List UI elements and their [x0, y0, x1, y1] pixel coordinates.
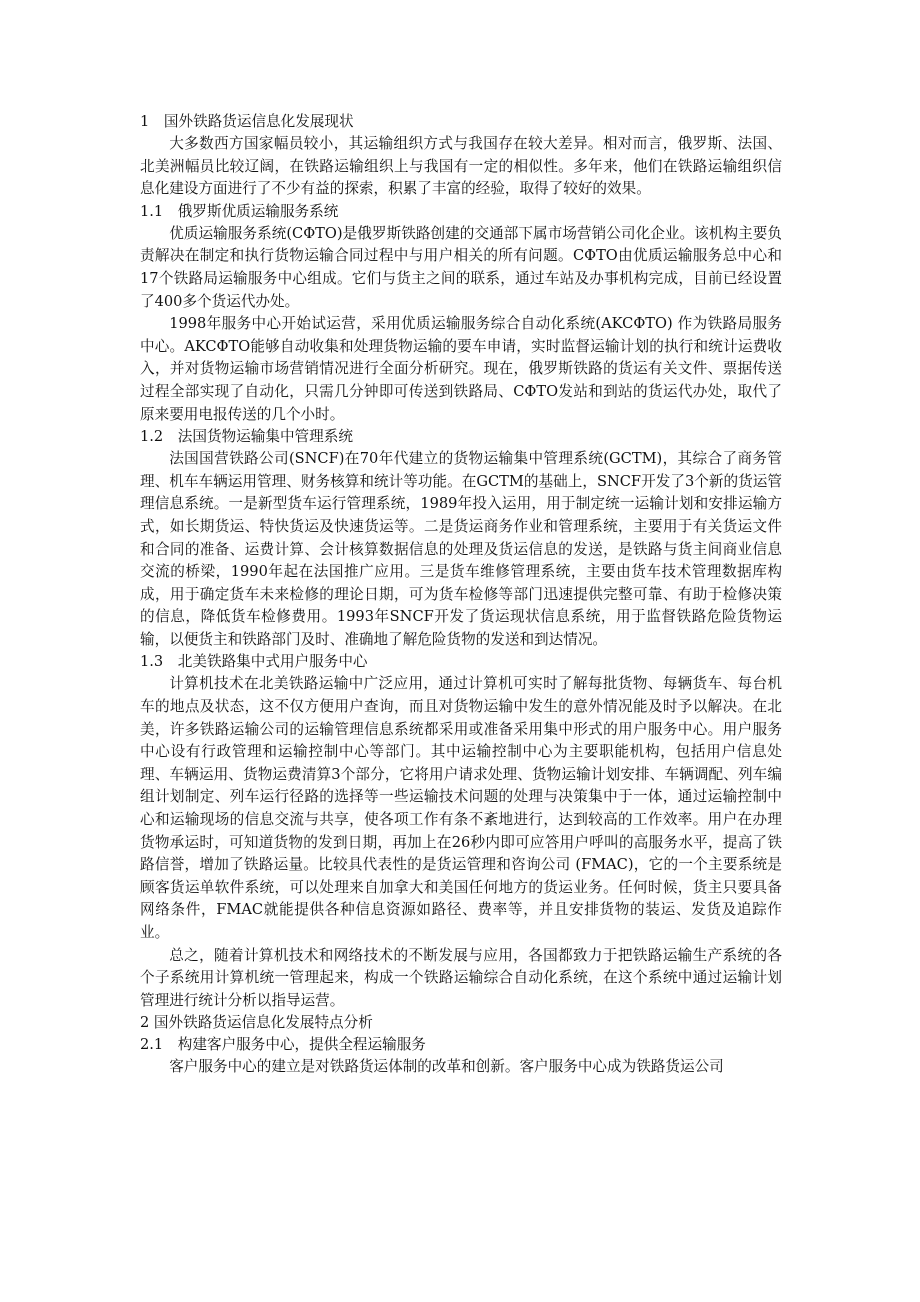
paragraph-russia-1: 优质运输服务系统(CΦTO)是俄罗斯铁路创建的交通部下属市场营销公司化企业。该机构主要负责解决在制定和执行货物运输合同过程中与用户相关的所有问题。CΦTO由优质运输服务总中心和17个铁路局运输服务中心组成。它们与货主之间的联系，通过车站及办事机构完成，目前已经设置了400多个货运代办处。 — [140, 224, 782, 310]
paragraph-france: 法国国营铁路公司(SNCF)在70年代建立的货物运输集中管理系统(GCTM)，其综合了商务管理、机车车辆运用管理、财务核算和统计等功能。在GCTM的基础上，SNCF开发了3个新的货运管理信息系统。一是新型货车运行管理系统，1989年投入运用，用于制定统一运输计划和安排运输方式，如长期货运、特快货运及快速货运等。二是货运商务作业和管理系统，主要用于有关货运文件和合同的准备、运费计算、会计核算数据信息的处理及货运信息的发送，是铁路与货主间商业信息交流的桥梁，1990年起在法国推广应用。三是货车维修管理系统，主要由货车技术管理数据库构成，用于确定货车未来检修的理论日期，可为货车检修等部门迅速提供完整可靠、有助于检修决策的信息，降低货车检修费用。1993年SNCF开发了货运现状信息系统，用于监督铁路危险货物运输，以便货主和铁路部门及时、准确地了解危险货物的发送和到达情况。 — [140, 450, 782, 648]
section-heading-2: 2 国外铁路货运信息化发展特点分析 — [140, 1014, 373, 1032]
paragraph-customer-service: 客户服务中心的建立是对铁路货运体制的改革和创新。客户服务中心成为铁路货运公司 — [169, 1058, 724, 1076]
paragraph-summary: 总之，随着计算机技术和网络技术的不断发展与应用，各国都致力于把铁路运输生产系统的各个子系统用计算机统一管理起来，构成一个铁路运输综合自动化系统，在这个系统中通过运输计划管理进行统计分析以指导运营。 — [140, 946, 782, 1009]
section-heading-1-3: 1.3 北美铁路集中式用户服务中心 — [140, 653, 368, 671]
section-heading-1: 1 国外铁路货运信息化发展现状 — [140, 113, 354, 130]
section-heading-1-1: 1.1 俄罗斯优质运输服务系统 — [140, 202, 339, 220]
paragraph-north-america: 计算机技术在北美铁路运输中广泛应用，通过计算机可实时了解每批货物、每辆货车、每台机车的地点及状态，这不仅方便用户查询，而且对货物运输中发生的意外情况能及时予以解决。在北美，许多铁路运输公司的运输管理信息系统都采用或准备采用集中形式的用户服务中心。用户服务中心设有行政管理和运输控制中心等部门。其中运输控制中心为主要职能机构，包括用户信息处理、车辆运用、货物运费清算3个部分，它将用户请求处理、货物运输计划安排、车辆调配、列车编组计划制定、列车运行径路的选择等一些运输技术问题的处理与决策集中于一体，通过运输控制中心和运输现场的信息交流与共享，使各项工作有条不紊地进行，达到较高的工作效率。用户在办理货物承运时，可知道货物的发到日期，再加上在26秒内即可应答用户呼叫的高服务水平，提高了铁路信誉，增加了铁路运量。比较具代表性的是货运管理和咨询公司 (FMAC)，它的一个主要系统是顾客货运单软件系统，可以处理来自加拿大和美国任何地方的货运业务。任何时候，货主只要具备网络条件，FMAC就能提供各种信息资源如路径、费率等，并且安排货物的装运、发货及追踪作业。 — [140, 675, 782, 941]
section-heading-1-2: 1.2 法国货物运输集中管理系统 — [140, 428, 353, 446]
section-heading-2-1: 2.1 构建客户服务中心，提供全程运输服务 — [140, 1036, 426, 1054]
paragraph-intro: 大多数西方国家幅员较小，其运输组织方式与我国存在较大差异。相对而言，俄罗斯、法国、北美洲幅员比较辽阔，在铁路运输组织上与我国有一定的相似性。多年来，他们在铁路运输组织信息化建设方面进行了不少有益的探索，积累了丰富的经验，取得了较好的效果。 — [140, 135, 782, 198]
paragraph-russia-2: 1998年服务中心开始试运营，采用优质运输服务综合自动化系统(AKCΦTO) 作为铁路局服务中心。AKCΦTO能够自动收集和处理货物运输的要车申请，实时监督运输计划的执行和统计运费收入，并对货物运输市场营销情况进行全面分析研究。现在，俄罗斯铁路的货运有关文件、票据传送过程全部实现了自动化，只需几分钟即可传送到铁路局、CΦTO发站和到站的货运代办处，取代了原来要用电报传送的几个小时。 — [140, 315, 782, 423]
